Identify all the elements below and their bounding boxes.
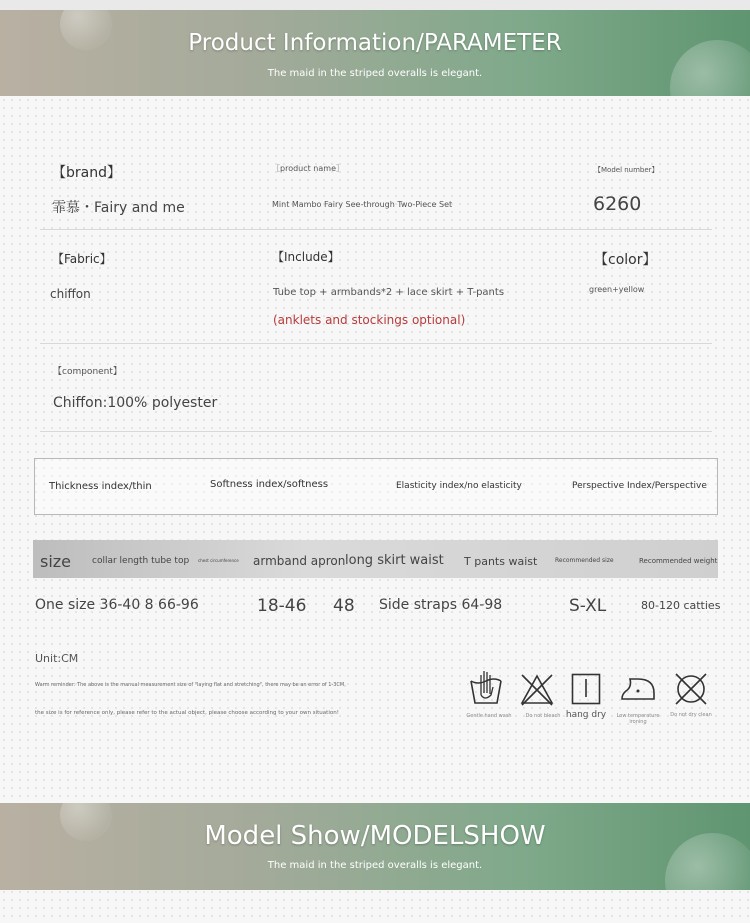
header-collar: collar length tube top <box>92 556 190 566</box>
header-skirt: long skirt waist <box>345 553 444 568</box>
care-caption: Do not bleach <box>525 713 561 719</box>
divider <box>40 343 712 344</box>
banner-title: Model Show/MODELSHOW <box>204 821 546 851</box>
fabric-label: 【Fabric】 <box>52 252 112 266</box>
modelshow-banner <box>0 803 750 890</box>
hand-wash-icon <box>469 669 503 703</box>
fabric-index-box <box>34 458 718 515</box>
unit-note: Unit:CM <box>35 652 79 665</box>
softness-index: Softness index/softness <box>210 479 329 490</box>
care-caption: Low temperature ironing <box>616 713 660 725</box>
color-label: 【color】 <box>594 252 657 268</box>
top-strip <box>0 0 750 10</box>
header-rec-weight: Recommended weight <box>639 557 718 565</box>
value-armband: 18-46 <box>257 596 307 616</box>
model-number-value: 6260 <box>593 193 642 215</box>
banner-subtitle: The maid in the striped overalls is elegant. <box>267 860 483 871</box>
parameter-banner <box>0 10 750 96</box>
color-value: green+yellow <box>589 285 645 294</box>
perspective-index: Perspective Index/Perspective <box>572 481 707 491</box>
fabric-value: chiffon <box>50 287 91 301</box>
iron-low-icon <box>620 673 654 707</box>
product-name-label: ［product name］ <box>272 164 344 173</box>
banner-subtitle: The maid in the striped overalls is elegant. <box>267 68 483 79</box>
include-note: (anklets and stockings optional) <box>273 313 466 327</box>
include-value: Tube top + armbands*2 + lace skirt + T-pants <box>273 287 505 298</box>
value-skirt: 48 <box>333 596 355 616</box>
divider <box>40 431 712 432</box>
value-rec-weight: 80-120 catties <box>641 599 721 612</box>
care-caption: Gentle hand wash <box>466 713 512 719</box>
component-value: Chiffon:100% polyester <box>53 395 218 411</box>
component-label: 【component】 <box>53 367 122 377</box>
elasticity-index: Elasticity index/no elasticity <box>396 481 522 491</box>
product-name-value: Mint Mambo Fairy See-through Two-Piece Set <box>272 200 453 209</box>
thickness-index: Thickness index/thin <box>49 481 152 492</box>
brand-label: 【brand】 <box>52 165 121 181</box>
brand-value: 霏慕・Fairy and me <box>52 200 185 216</box>
include-label: 【Include】 <box>272 250 340 264</box>
value-rec-size: S-XL <box>569 596 607 616</box>
value-tpants: Side straps 64-98 <box>379 597 503 613</box>
warm-reminder-2: the size is for reference only, please refer to the actual object, please choose according to your own situation! <box>35 710 339 716</box>
model-number-label: 【Model number】 <box>594 166 659 174</box>
no-bleach-icon <box>520 673 554 707</box>
warm-reminder-1: Warm reminder: The above is the manual measurement size of "laying flat and stretching", there may be an error of 1-3CM, <box>35 682 346 688</box>
care-caption: Do not dry clean <box>670 712 712 718</box>
header-armband: armband apron <box>253 554 346 568</box>
header-tpants: T pants waist <box>464 555 538 568</box>
banner-title: Product Information/PARAMETER <box>188 30 562 56</box>
divider <box>40 229 712 230</box>
no-dry-clean-icon <box>674 672 708 706</box>
header-size: size <box>40 552 72 571</box>
care-caption: hang dry <box>565 710 607 720</box>
value-size: One size 36-40 8 66-96 <box>35 597 199 613</box>
header-rec-size: Recommended size <box>555 557 614 564</box>
size-table-header <box>33 540 718 578</box>
hang-dry-icon <box>571 673 605 707</box>
header-chest: chest circumference <box>198 558 239 563</box>
